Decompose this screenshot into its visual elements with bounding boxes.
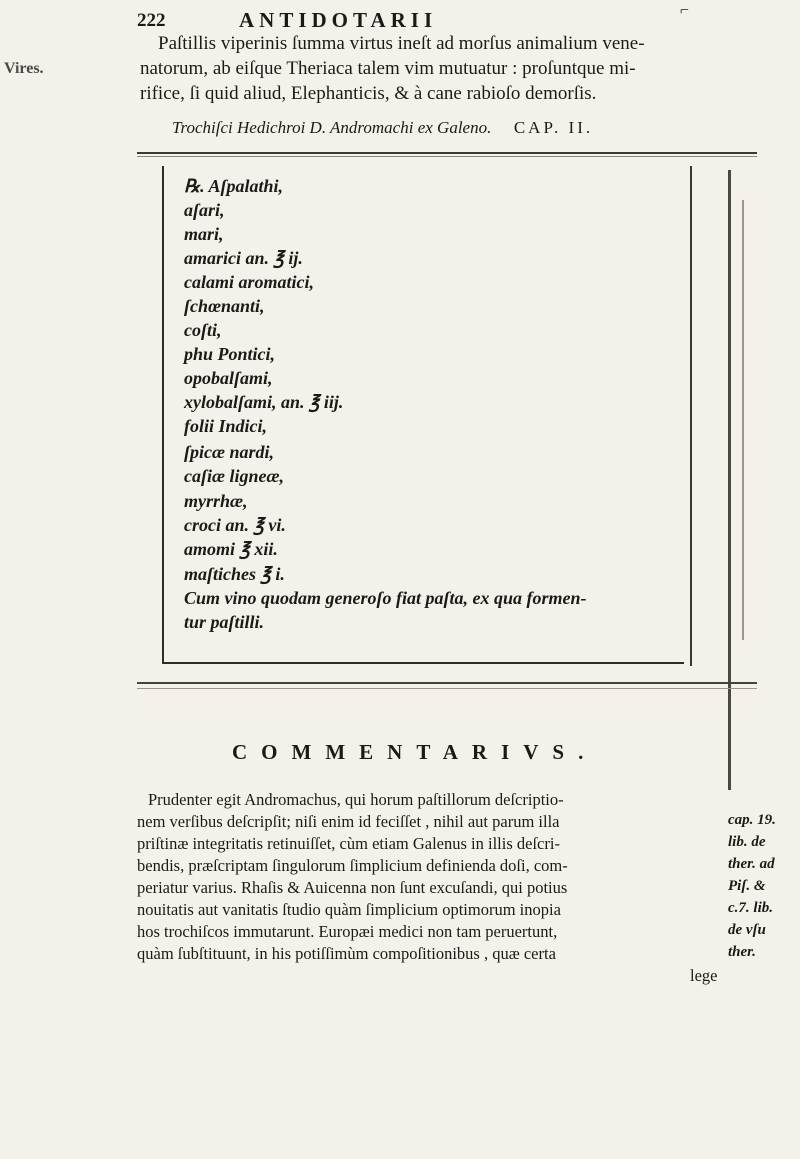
commentary-line: Prudenter egit Andromachus, qui horum paſtillorum deſcriptio- bbox=[148, 790, 564, 809]
lower-rule-thin bbox=[137, 688, 757, 689]
commentary-line: priſtinæ integritatis retinuiſſet, cùm etiam Galenus in illis deſcri- bbox=[137, 834, 560, 853]
recipe-subheading bbox=[172, 118, 593, 138]
page-number: 222 bbox=[137, 10, 166, 31]
recipe-line: ſpicæ nardi, bbox=[184, 442, 274, 462]
margin-reference: cap. 19. bbox=[728, 812, 776, 828]
top-rule-thin bbox=[137, 156, 757, 157]
recipe-line: tur paſtilli. bbox=[184, 612, 265, 632]
right-border-rule-thin bbox=[742, 200, 744, 640]
commentary-heading: COMMENTARIVS. bbox=[232, 740, 598, 764]
commentary-line: bendis, præſcriptam ſingulorum ſimplicium definienda doſi, com- bbox=[137, 856, 568, 875]
margin-reference: lib. de bbox=[728, 834, 766, 850]
margin-note-vires: Vires. bbox=[4, 60, 44, 77]
recipe-box-right-rule bbox=[690, 166, 692, 666]
recipe-subheading-title: Trochiſci Hedichroi D. Andromachi ex Galeno. bbox=[172, 118, 492, 137]
catchword: lege bbox=[690, 966, 718, 985]
commentary-line: nouitatis aut vanitatis ſtudio quàm ſimplicium optimorum inopia bbox=[137, 900, 561, 919]
recipe-line: opobalſami, bbox=[184, 368, 273, 388]
margin-reference: Piſ. & bbox=[728, 878, 766, 894]
intro-line-1: Paſtillis viperinis ſumma virtus ineſt ad morſus animalium vene- bbox=[158, 33, 645, 54]
running-title: ANTIDOTARII bbox=[239, 8, 438, 32]
recipe-line: myrrhæ, bbox=[184, 491, 248, 511]
recipe-line: ſchœnanti, bbox=[184, 296, 265, 316]
recipe-line: ℞. Aſpalathi, bbox=[184, 176, 283, 196]
header-ornament-mark: ⌐ bbox=[680, 2, 690, 19]
margin-reference: ther. bbox=[728, 944, 756, 960]
recipe-line: caſiæ ligneæ, bbox=[184, 466, 284, 486]
recipe-line: calami aromatici, bbox=[184, 272, 314, 292]
commentary-line: periatur varius. Rhaſis & Auicenna non ſunt excuſandi, qui potius bbox=[137, 878, 568, 897]
recipe-line: coſti, bbox=[184, 320, 222, 340]
recipe-line: phu Pontici, bbox=[184, 344, 276, 364]
recipe-line: xylobalſami, an. ℥ iij. bbox=[184, 392, 344, 412]
recipe-box bbox=[162, 166, 684, 664]
recipe-line: mari, bbox=[184, 224, 224, 244]
recipe-line: amomi ℥ xii. bbox=[184, 539, 278, 559]
recipe-line: amarici an. ℥ ij. bbox=[184, 248, 303, 268]
recipe-line: maſtiches ℥ i. bbox=[184, 564, 285, 584]
margin-reference: c.7. lib. bbox=[728, 900, 773, 916]
top-rule bbox=[137, 152, 757, 154]
recipe-line: croci an. ℥ vi. bbox=[184, 515, 286, 535]
intro-line-3: rifice, ſi quid aliud, Elephanticis, & à cane rabioſo demorſis. bbox=[140, 83, 597, 104]
commentary-line: quàm ſubſtituunt, in his potiſſimùm compoſitionibus , quæ certa bbox=[137, 944, 556, 963]
margin-reference: de vſu bbox=[728, 922, 766, 938]
recipe-line: Cum vino quodam generoſo fiat paſta, ex qua formen- bbox=[184, 588, 587, 608]
recipe-line: folii Indici, bbox=[184, 416, 268, 436]
margin-reference: ther. ad bbox=[728, 856, 775, 872]
intro-line-2: natorum, ab eiſque Theriaca talem vim mutuatur : proſuntque mi- bbox=[140, 58, 636, 79]
right-border-rule bbox=[728, 170, 731, 790]
recipe-line: aſari, bbox=[184, 200, 225, 220]
chapter-label: CAP. II. bbox=[513, 118, 594, 137]
commentary-line: nem verſibus deſcripſit; niſi enim id feciſſet , nihil aut parum illa bbox=[137, 812, 560, 831]
lower-rule bbox=[137, 682, 757, 684]
commentary-line: hos trochiſcos immutarunt. Europæi medici non tam peruertunt, bbox=[137, 922, 558, 941]
